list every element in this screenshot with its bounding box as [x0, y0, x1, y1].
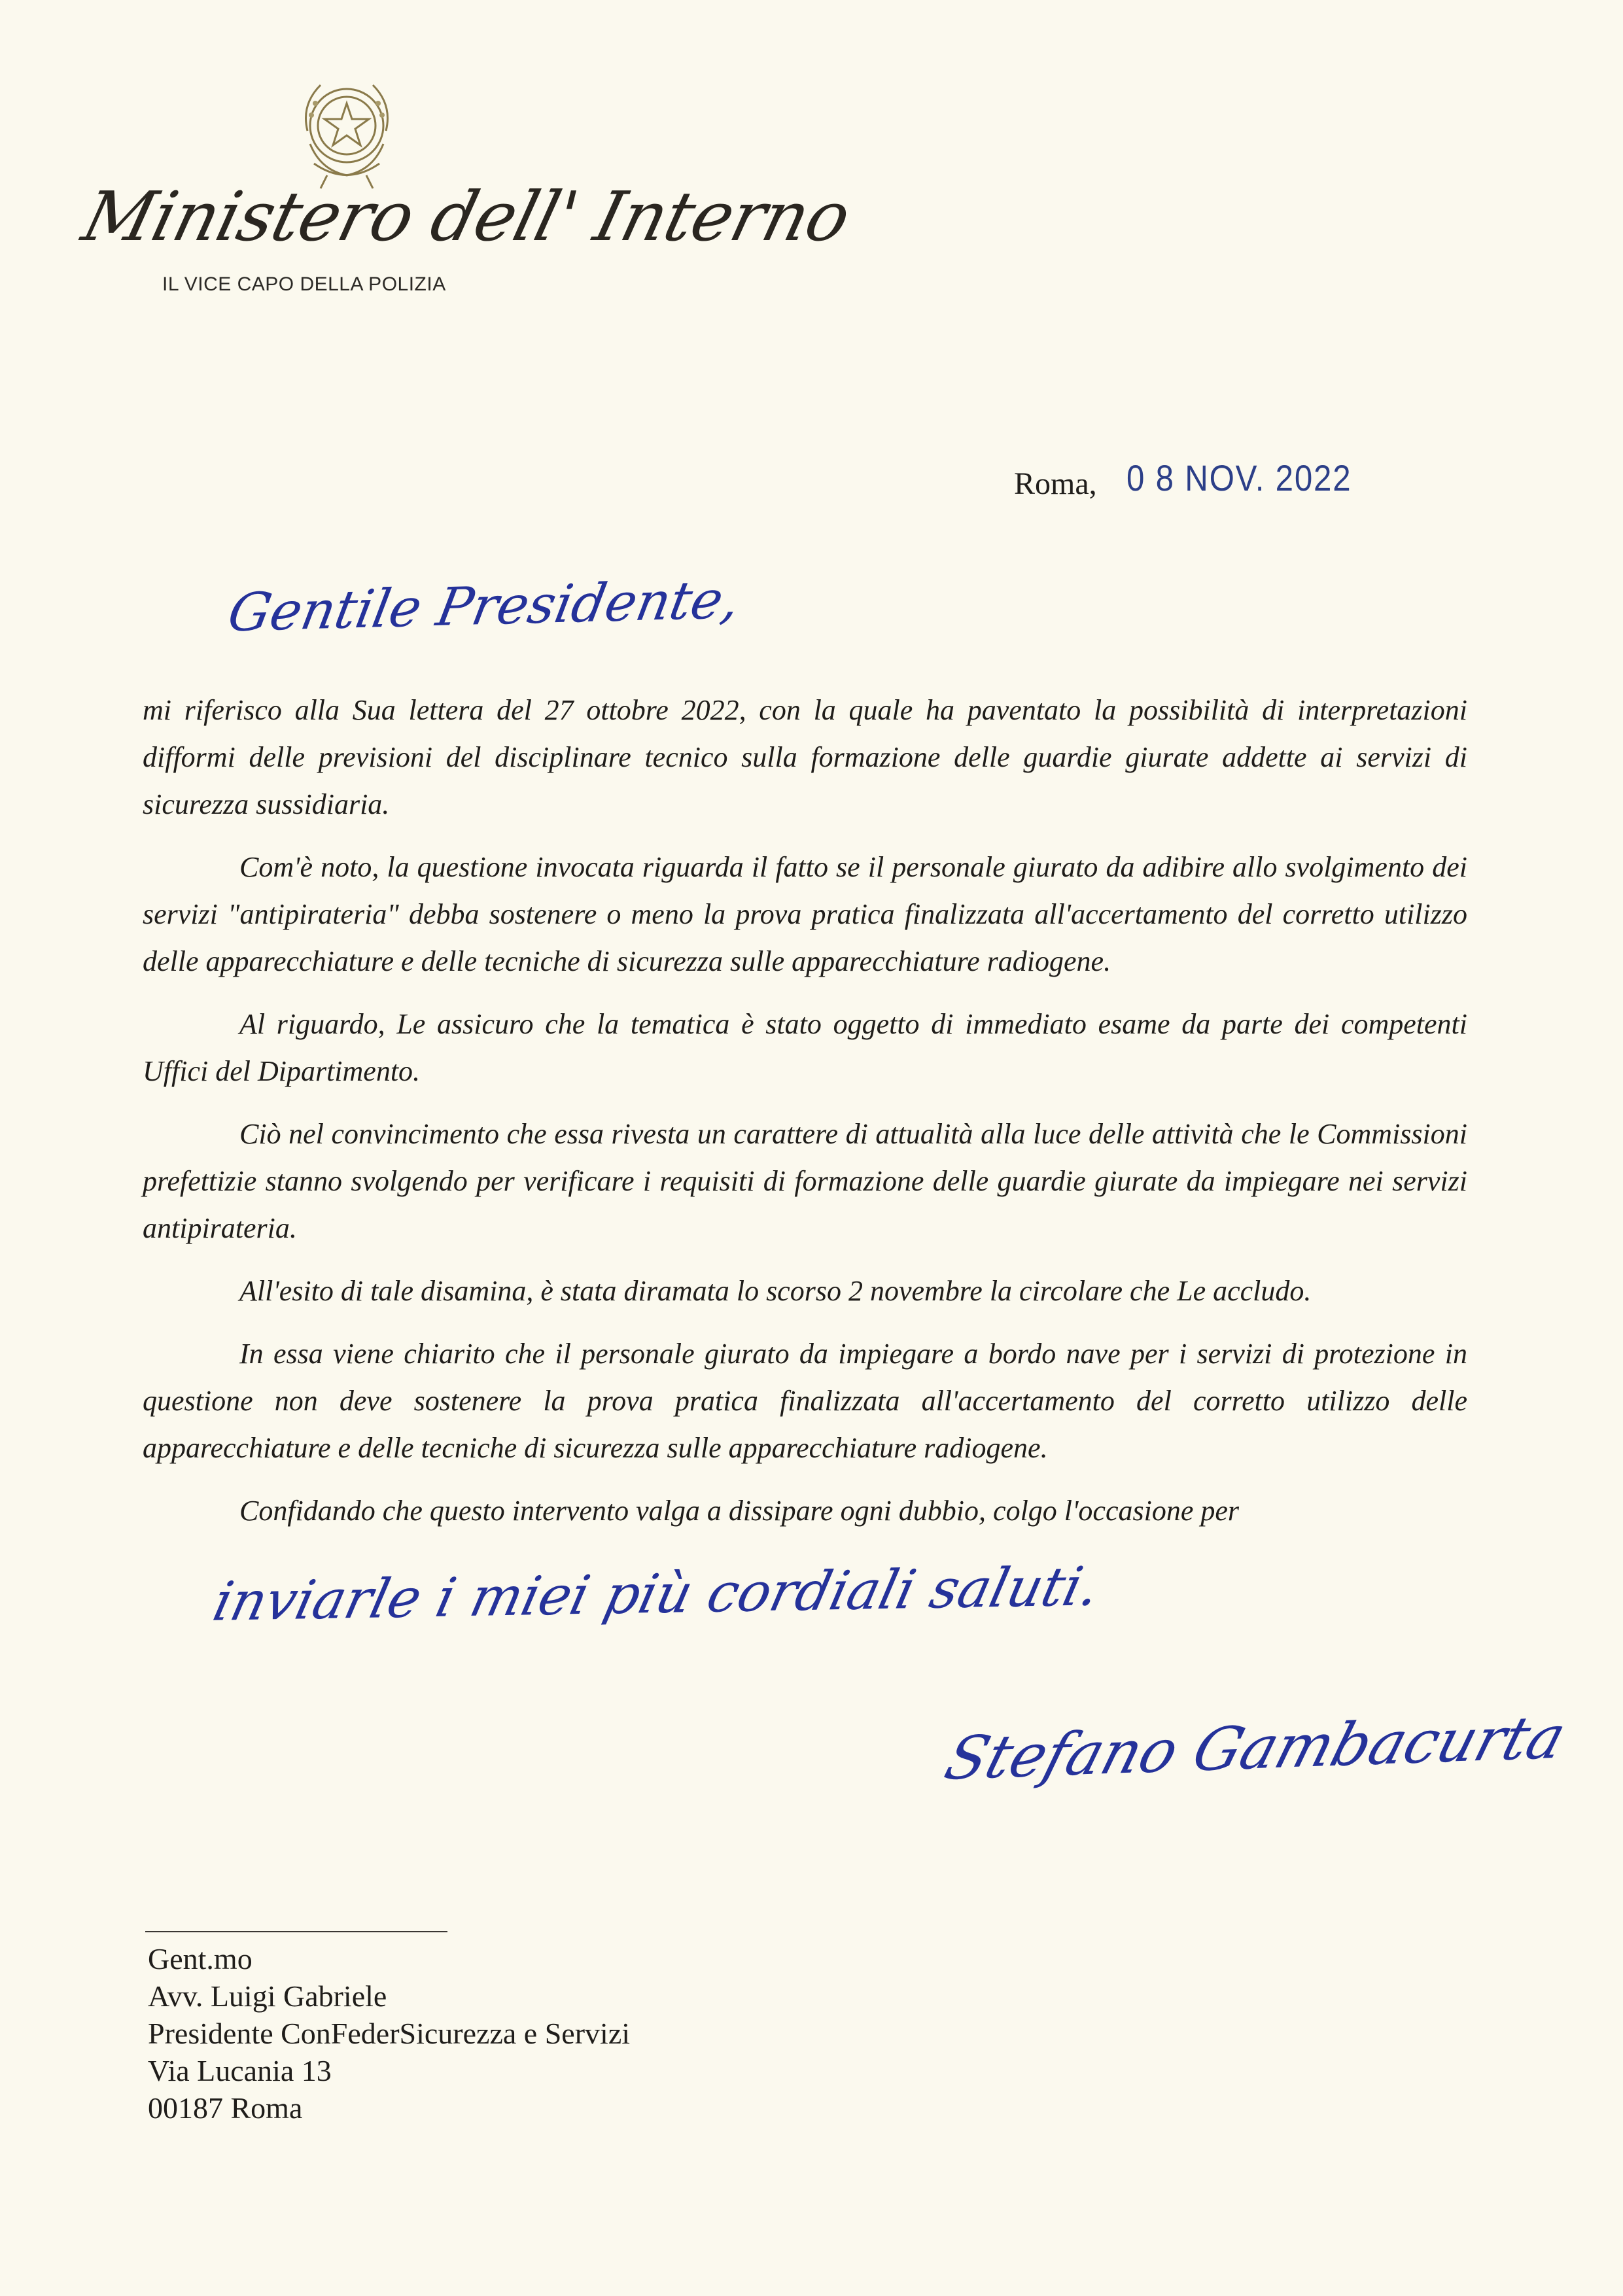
body-paragraph: Com'è noto, la questione invocata riguarda il fatto se il personale giurato da adibire allo svolgimento dei servizi "antipirateria" debba sostenere o meno la prova pratica finalizzata all'accertamento del corretto utilizzo delle apparecchiature e delle tecniche di sicurezza sulle apparecchiature radiogene.: [143, 851, 1467, 977]
signature: Stefano Gambacurta: [937, 1702, 1574, 1794]
body-paragraph: Ciò nel convincimento che essa rivesta un carattere di attualità alla luce delle attività che le Commissioni prefettizie stanno svolgendo per verificare i requisiti di formazione delle guardie giurate da impiegare nei servizi antipirateria.: [143, 1118, 1467, 1244]
handwritten-closing: inviarle i miei più cordiali saluti.: [207, 1556, 1106, 1633]
recipient-salutation: Gent.mo: [148, 1942, 253, 1975]
date-place: Roma,: [1014, 466, 1097, 501]
recipient-name: Avv. Luigi Gabriele: [148, 1979, 387, 2013]
body-paragraph: All'esito di tale disamina, è stata diramata lo scorso 2 novembre la circolare che Le accludo.: [239, 1275, 1312, 1307]
recipient-street: Via Lucania 13: [148, 2054, 332, 2087]
body-paragraph: In essa viene chiarito che il personale giurato da impiegare a bordo nave per i servizi di protezione in questione non deve sostenere la prova pratica finalizzata all'accertamento del corretto utilizzo delle apparecchiature e delle tecniche di sicurezza sulle apparecchiature radiogene.: [143, 1338, 1467, 1464]
letterhead: [0, 0, 1623, 314]
recipient-city: 00187 Roma: [148, 2091, 303, 2125]
letter-body: [143, 687, 1467, 1550]
address-divider: [145, 1931, 447, 1932]
body-paragraph: mi riferisco alla Sua lettera del 27 ottobre 2022, con la quale ha paventato la possibilità di interpretazioni difformi delle previsioni del disciplinare tecnico sulla formazione delle guardie giurate addette ai servizi di sicurezza sussidiaria.: [143, 694, 1467, 820]
recipient-address: [148, 1940, 630, 2127]
recipient-title: Presidente ConFederSicurezza e Servizi: [148, 2017, 631, 2050]
body-paragraph: Al riguardo, Le assicuro che la tematica è stato oggetto di immediato esame da parte dei competenti Uffici del Dipartimento.: [143, 1008, 1467, 1087]
date-stamp: 0 8 NOV. 2022: [1126, 457, 1352, 498]
handwritten-salutation: Gentile Presidente,: [223, 568, 745, 644]
body-paragraph: Confidando che questo intervento valga a dissipare ogni dubbio, colgo l'occasione per: [239, 1495, 1240, 1527]
ministry-name: Ministero dell' Interno: [75, 177, 858, 256]
office-name: IL VICE CAPO DELLA POLIZIA: [162, 273, 446, 295]
